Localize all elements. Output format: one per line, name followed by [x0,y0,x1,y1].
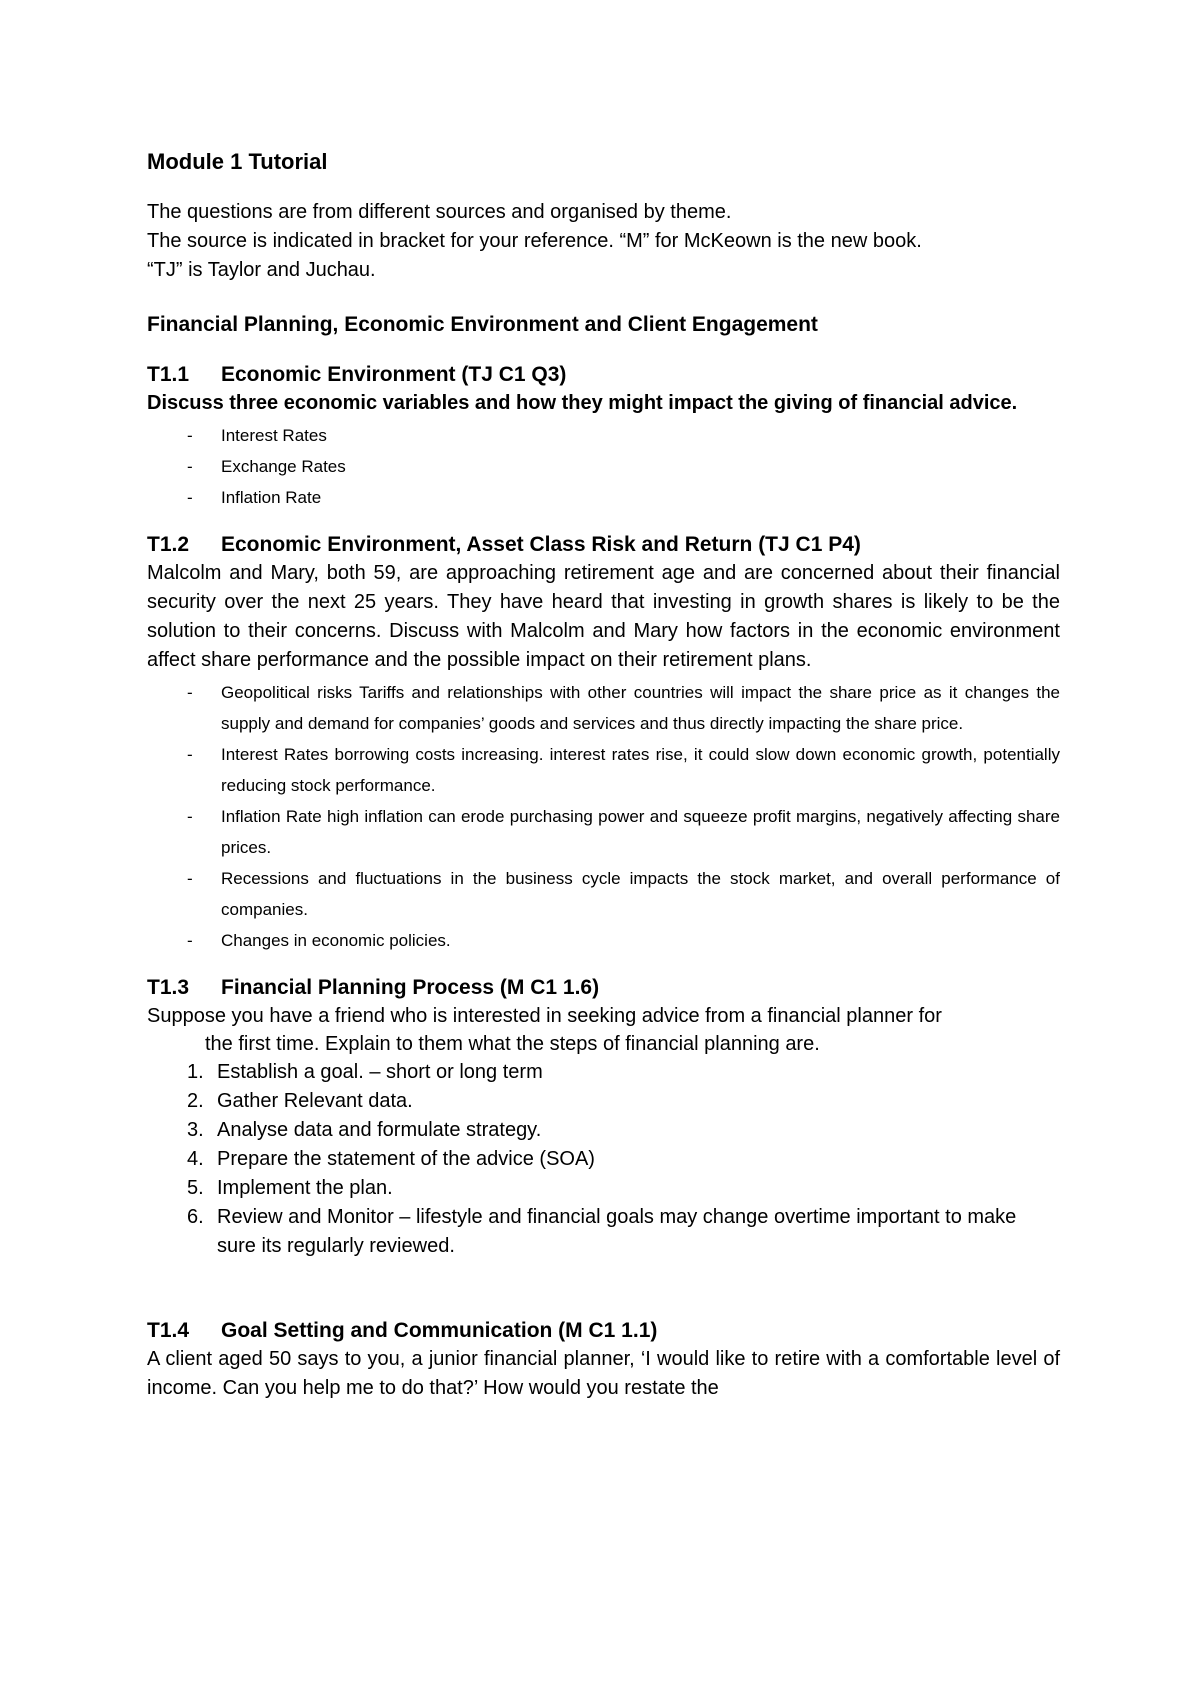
task-question [147,1002,1060,1058]
list-item: - Changes in economic policies. [187,925,1060,956]
intro-paragraph [147,198,1060,285]
task-number: T1.2 [147,533,190,556]
step-text: Establish a goal. – short or long term [217,1061,543,1083]
task-title: Financial Planning Process (M C1 1.6) [221,976,600,999]
intro-line: The source is indicated in bracket for your reference. “M” for McKeown is the new book. [147,230,922,252]
question-line: Suppose you have a friend who is interested in seeking advice from a financial planner for [147,1005,942,1027]
task-question: Malcolm and Mary, both 59, are approaching retirement age and are concerned about their financial security over the next 25 years. They have heard that investing in growth shares is likely to be the solution to their concerns. Discuss with Malcolm and Mary how factors in the economic environment affect share performance and the possible impact on their retirement plans. [147,562,1060,671]
task-heading [147,361,1060,389]
list-item: - Recessions and fluctuations in the business cycle impacts the stock market, and overall performance of companies. [187,863,1060,925]
intro-line: The questions are from different sources and organised by theme. [147,201,732,223]
step-text: Implement the plan. [217,1177,393,1199]
task-t1-2 [147,531,1060,956]
task-title: Economic Environment (TJ C1 Q3) [221,363,567,386]
answer-list [147,677,1060,956]
list-item [187,1174,1060,1203]
task-title: Economic Environment, Asset Class Risk and Return (TJ C1 P4) [221,533,861,556]
step-text: Analyse data and formulate strategy. [217,1119,542,1141]
task-title: Goal Setting and Communication (M C1 1.1) [221,1319,658,1342]
task-number: T1.3 [147,976,190,999]
list-item [187,1058,1060,1087]
list-item: - Interest Rates [187,420,1060,451]
list-item: - Geopolitical risks Tariffs and relationships with other countries will impact the share price as it changes the supply and demand for companies’ goods and services and thus directly impacting the share price. [187,677,1060,739]
step-text: Review and Monitor – lifestyle and financial goals may change overtime important to make sure its regularly reviewed. [217,1206,1017,1257]
task-heading [147,974,1060,1002]
step-number: 3. [187,1119,204,1141]
task-number: T1.1 [147,363,190,386]
answer-list [147,420,1060,513]
step-text: Gather Relevant data. [217,1090,413,1112]
list-item [187,1145,1060,1174]
list-item [187,1116,1060,1145]
document-page [147,130,1060,1403]
list-item [187,1087,1060,1116]
task-heading [147,531,1060,559]
list-item: - Interest Rates borrowing costs increasing. interest rates rise, it could slow down economic growth, potentially reducing stock performance. [187,739,1060,801]
task-question: A client aged 50 says to you, a junior financial planner, ‘I would like to retire with a comfortable level of income. Can you help me to do that?’ How would you restate the [147,1348,1060,1399]
step-text: Prepare the statement of the advice (SOA) [217,1148,595,1170]
task-number: T1.4 [147,1319,190,1342]
task-t1-3 [147,974,1060,1261]
step-number: 1. [187,1061,204,1083]
task-t1-4 [147,1317,1060,1403]
blank-line [147,1261,1060,1303]
page-title: Module 1 Tutorial [147,149,328,174]
list-item [187,1203,1060,1261]
step-number: 2. [187,1090,204,1112]
task-t1-1 [147,361,1060,513]
intro-line: “TJ” is Taylor and Juchau. [147,259,376,281]
step-number: 4. [187,1148,204,1170]
section-heading: Financial Planning, Economic Environment and Client Engagement [147,313,818,336]
question-line: the first time. Explain to them what the steps of financial planning are. [205,1033,820,1055]
list-item: - Inflation Rate [187,482,1060,513]
list-item: - Inflation Rate high inflation can erode purchasing power and squeeze profit margins, negatively affecting share prices. [187,801,1060,863]
list-item: - Exchange Rates [187,451,1060,482]
step-number: 6. [187,1206,204,1228]
task-question: Discuss three economic variables and how they might impact the giving of financial advice. [147,392,1018,414]
task-heading [147,1317,1060,1345]
steps-list [147,1058,1060,1261]
step-number: 5. [187,1177,204,1199]
